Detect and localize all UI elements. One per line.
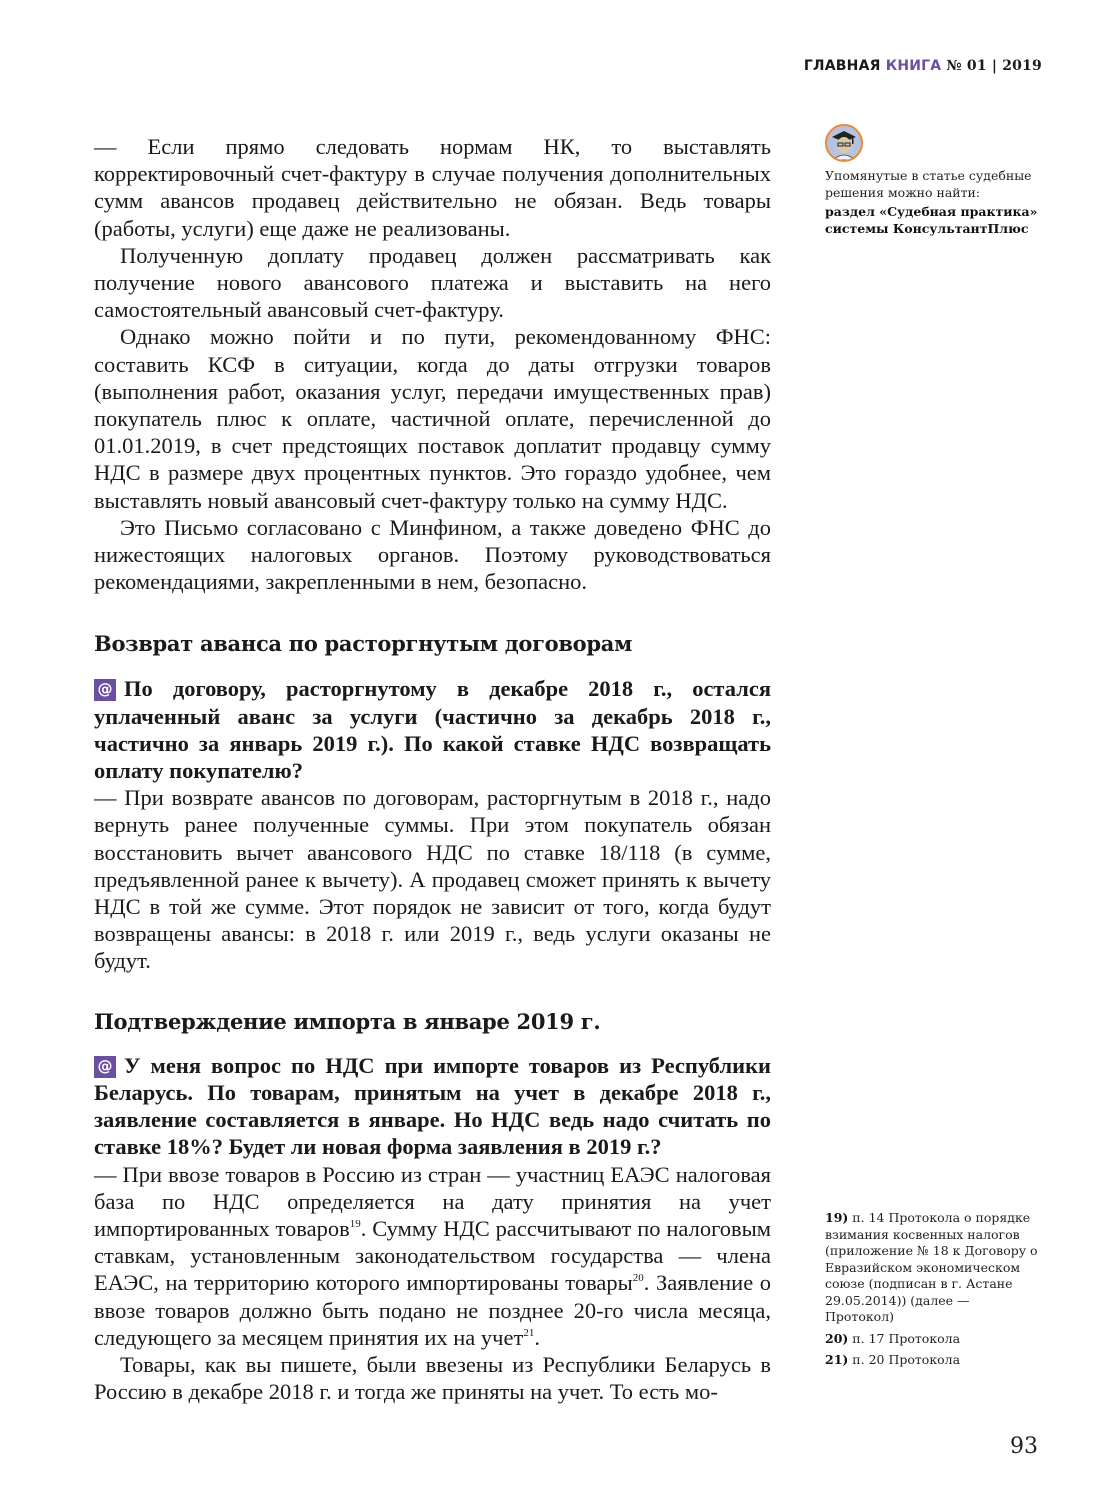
footnote-text: п. 14 Протокола о порядке взимания косвенных налогов (приложение № 18 к Договору о Евразийском экономическом союзе (подписан в г. Астане 29.05.2014)) (далее — Протокол): [825, 1210, 1038, 1324]
article-body: [94, 133, 771, 1405]
question-text: По договору, расторгнутому в декабре 2018 г., остался уплаченный аванс за услуги (частично за декабрь 2018 г., частично за январь 2019 г.). По какой ставке НДС возвращать оплату покупателю?: [94, 676, 771, 784]
brand-part1: ГЛАВНАЯ: [803, 58, 881, 74]
answer-text: [94, 1161, 771, 1351]
footnote-number: 20): [825, 1330, 849, 1346]
lawyer-avatar-icon: [825, 124, 863, 162]
paragraph: — Если прямо следовать нормам НК, то выставлять корректировочный счет-фактуру в случае получения дополнительных сумм авансов продавец действительно не обязан. Ведь товары (работы, услуги) еще даже не реализованы.: [94, 134, 771, 241]
footnote: [825, 1352, 1040, 1369]
question-block: [94, 1052, 771, 1161]
section-heading: Подтверждение импорта в январе 2019 г.: [94, 1008, 601, 1034]
page-number: 93: [1010, 1434, 1038, 1459]
paragraph: Это Письмо согласовано с Минфином, а также доведено ФНС до нижестоящих налоговых органов. Поэтому руководствоваться рекомендациями, закрепленными в нем, безопасно.: [94, 514, 771, 595]
answer-segment: . Заявление о ввозе товаров должно быть подано не позднее 20-го числа месяца, следующего за месяцем принятия их на учет: [94, 1270, 771, 1350]
footnote: [825, 1331, 1040, 1348]
answer-text: — При возврате авансов по договорам, расторгнутым в 2018 г., надо вернуть ранее полученные суммы. При этом покупатель обязан восстановить вычет авансового НДС по ставке 18/118 (в сумме, предъявленной ранее к вычету). А продавец сможет принять к вычету НДС в той же сумме. Этот порядок не зависит от того, когда будут возвращены авансы: в 2018 г. или 2019 г., ведь услуги оказаны не будут.: [94, 785, 771, 974]
brand-part2: КНИГА: [885, 58, 942, 74]
question-text: У меня вопрос по НДС при импорте товаров из Республики Беларусь. По товарам, принятым на учет в декабре 2018 г., заявление составляется в январе. Но НДС ведь надо считать по ставке 18%? Будет ли новая форма заявления в 2019 г.?: [94, 1052, 771, 1160]
footnote-ref[interactable]: 19: [349, 1217, 361, 1230]
footnote-number: 19): [825, 1210, 849, 1225]
paragraph: Однако можно пойти и по пути, рекомендованному ФНС: составить КСФ в ситуации, когда до даты отгрузки товаров (выполнения работ, оказания услуг, передачи имущественных прав) покупатель плюс к оплате, частичной оплате, перечисленной до 01.01.2019, в счет предстоящих поставок доплатит продавцу сумму НДС в размере двух процентных пунктов. Это гораздо удобнее, чем выставлять новый авансовый счет-фактуру только на сумму НДС.: [94, 324, 771, 513]
footnote-text: п. 17 Протокола: [852, 1330, 961, 1346]
sidebar-note-bold: раздел «Судебная практика» системы КонсультантПлюс: [825, 204, 1038, 236]
paragraph: Полученную доплату продавец должен рассматривать как получение нового авансового платежа и выставить на него самостоятельный авансовый счет-фактуру.: [94, 242, 771, 323]
footnote-ref[interactable]: 20: [632, 1272, 644, 1285]
answer-segment: . Сумму НДС рассчитывают по налоговым ставкам, установленным законодательством государства — члена ЕАЭС, на территорию которого импортированы товары: [94, 1215, 771, 1296]
footnote-ref[interactable]: 21: [523, 1326, 535, 1339]
sidebar-note-text: Упомянутые в статье судебные решения можно найти:: [825, 168, 1032, 200]
at-sign-icon: @: [94, 679, 116, 701]
footnote: [825, 1210, 1040, 1326]
paragraph: Товары, как вы пишете, были ввезены из Республики Беларусь в Россию в декабре 2018 г. и тогда же приняты на учет. То есть мо-: [94, 1351, 771, 1405]
footnote-number: 21): [825, 1352, 849, 1367]
section-heading: Возврат аванса по расторгнутым договорам: [94, 631, 633, 657]
question-block: [94, 675, 771, 784]
at-sign-icon: @: [94, 1056, 116, 1078]
sidebar-note: [825, 168, 1045, 237]
running-header: [804, 58, 1042, 74]
answer-segment: — При ввозе товаров в Россию из стран — участниц ЕАЭС налоговая база по НДС определяется на дату принятия на учет импортированных товаров: [94, 1161, 771, 1241]
footnotes: [825, 1210, 1040, 1374]
answer-segment: .: [534, 1324, 540, 1350]
footnote-text: п. 20 Протокола: [852, 1352, 961, 1367]
issue-number: № 01 | 2019: [946, 58, 1042, 74]
